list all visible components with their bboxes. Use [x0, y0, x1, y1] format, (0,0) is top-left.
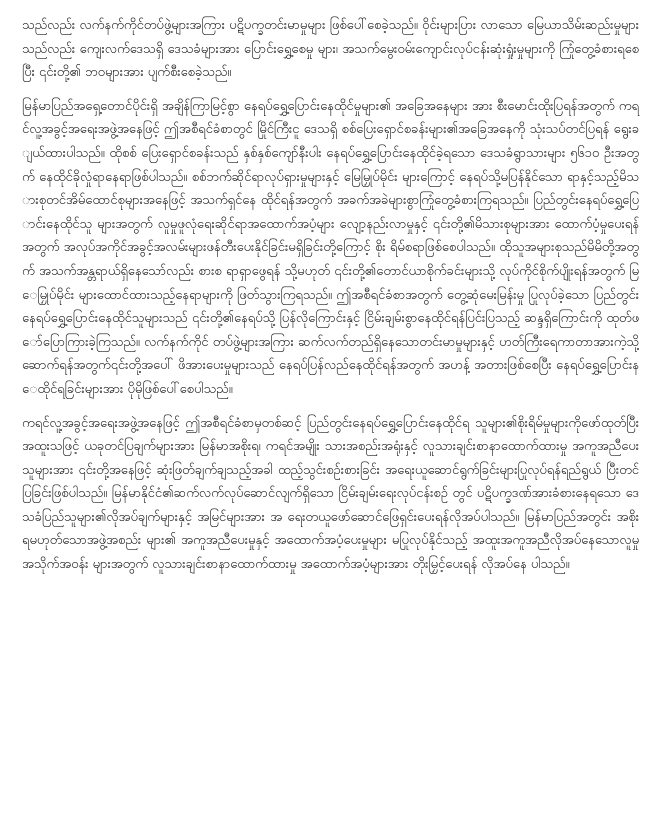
paragraph-3: ကရင်လူ့အခွင့်အရေးအဖွဲ့အနေဖြင့် ဤအစီရင်ခံစာမှတစ်ဆင့် ပြည်တွင်းနေရပ်ရွှေ့ပြောင်းနေထိုင်ရ သူများ၏စိုးရိမ်မှုများကိုဖော်ထုတ်ပြီး အထူးသဖြင့် ယခုတင်ပြချက်များအား မြန်မာအစိုးရ၊ ကရင်အမျိုး သားအစည်းအရုံးနှင့် လူသားချင်းစာနာထောက်ထားမှု အကူအညီပေးသူများအား ၎င်းတို့အနေဖြင့် ဆုံးဖြတ်ချက်ချသည့်အခါ ထည့်သွင်းစဉ်းစားခြင်း အရေးယူဆောင်ရွက်ခြင်းများပြုလုပ်ရန်ရည်ရွယ် ပြီးတင်ပြခြင်းဖြစ်ပါသည်။ မြန်မာနိုင်ငံ၏ဆက်လက်လုပ်ဆောင်လျက်ရှိသော ငြိမ်းချမ်းရေးလုပ်ငန်းစဉ် တွင် ပဋိပက္ခဒဏ်အားခံစားနေရသော ဒေသခံပြည်သူများ၏လိုအပ်ချက်များနှင့် အမြင်များအား အ ရေးတယူဖော်ဆောင်ဖြေရှင်းပေးရန်လိုအပ်ပါသည်။ မြန်မာပြည်အတွင်း အစိုးရမဟုတ်သောအဖွဲ့အစည်း များ၏ အကူအညီပေးမှုနှင့် အထောက်အပံ့ပေးမှုများ မပြုလုပ်နိုင်သည့် အထူးအကူအညီလိုအပ်နေသောလူမှုအသိုက်အဝန်း များအတွက် လူသားချင်းစာနာထောက်ထားမှု အထောက်အပံ့များအား တိုးမြှင့်ပေးရန် လိုအပ်နေ ပါသည်။ — [22, 415, 639, 573]
paragraph-1: သည်လည်း လက်နက်ကိုင်တပ်ဖွဲ့များအကြား ပဋိပက္ခတင်းမာမှုများ ဖြစ်ပေါ်စေခဲ့သည်။ ဝိုင်းများပြား လာသော မြေယာသိမ်းဆည်းမှုများသည်လည်း ကျေးလက်ဒေသရှိ ဒေသခံများအား ပြောင်းရွှေ့စေမှု များ၊ အသက်မွေးဝမ်းကျောင်းလုပ်ငန်းဆုံးရှုံးမှုများကို ကြုံတွေ့ခံစားရစေပြီး ၎င်းတို့၏ ဘဝများအား ပျက်စီးစေခဲ့သည်။ — [22, 18, 639, 81]
paragraph-2: မြန်မာပြည်အရှေ့တောင်ပိုင်းရှိ အချိန်ကြာမြင့်စွာ နေရပ်ရွှေ့ပြောင်းနေထိုင်မှုများ၏ အခြေအနေများ အား စီးမောင်းထိုးပြရန်အတွက် ကရင်လူ့အခွင့်အရေးအဖွဲ့အနေဖြင့် ဤအစီရင်ခံစာတွင် မြိုင်ကြီးငူ ဒေသရှိ စစ်ပြေးရှောင်စခန်းများ၏အခြေအနေကို သုံးသပ်တင်ပြရန် ရွေးချယ်ထားပါသည်။ ထိုစစ် ပြေးရှောင်စခန်းသည် နှစ်နှစ်ကျော်နီးပါး နေရပ်ရွှေ့ပြောင်းနေထိုင်ခဲ့ရသော ဒေသခံရွာသားများ ၅၆၁၀ ဦးအတွက် နေထိုင်ခိုလှုံရာနေရာဖြစ်ပါသည်။ စစ်ဘက်ဆိုင်ရာလုပ်ရှားမှုများနှင့် မြေမြှုပ်မိုင်း များကြောင့် နေရပ်သို့မပြန်နိုင်သော ရာနှင့်သည့်မိသားစုတင်အိမ်ထောင်စုများအနေဖြင့် အသက်ရှင်နေ ထိုင်ရန်အတွက် အခက်အခဲများစွာကြုံတွေ့ခံစားကြရသည်။ ပြည်တွင်းနေရပ်ရွှေ့ပြောင်းနေထိုင်သူ များအတွက် လူမှုဖူလုံရေးဆိုင်ရာအထောက်အပံ့များ လျော့နည်းလာမှုနှင့် ၎င်းတို့၏မိသားစုများအား ထောက်ပံ့မှုပေးရန်အတွက် အလုပ်အကိုင်အခွင့်အလမ်းများဖန်တီးပေးနိုင်ခြင်းမရှိခြင်းတို့ကြောင့် စိုး ရိမ်စရာဖြစ်စေပါသည်။ ထိုသူအများစုသည်မိမိတို့အတွက် အသက်အန္တရာယ်ရှိနေသော်လည်း စားစ ရာရှာဖွေရန် သို့မဟုတ် ၎င်းတို့၏တောင်ယာစိုက်ခင်းများသို့ လုပ်ကိုင်စိုက်ပျိုးရန်အတွက် မြေမြှုပ်မိုင်း များထောင်ထားသည့်နေရာများကို ဖြတ်သွားကြရသည်။ ဤအစီရင်ခံစာအတွက် တွေ့ဆုံမေးမြန်းမှု ပြုလုပ်ခဲ့သော ပြည်တွင်းနေရပ်ရွှေ့ပြောင်းနေထိုင်သူများသည် ၎င်းတို့၏နေရပ်သို့ ပြန်လိုကြောင်းနှင့် ငြိမ်းချမ်းစွာနေထိုင်ရန်ပြင်းပြသည့် ဆန္ဒရှိကြောင်းကို ထုတ်ဖော်ပြောကြားခဲ့ကြသည်။ လက်နက်ကိုင် တပ်ဖွဲ့များအကြား ဆက်လက်တည်ရှိနေသောတင်းမာမှုများနှင့် ဟတ်ကြီးရေကာတာအားကဲ့သို့ ဆောက်ရန်အတွက်၎င်းတို့အပေါ် ဖိအားပေးမှုများသည် နေရပ်ပြန်လည်နေထိုင်ရန်အတွက် အဟန့် အတားဖြစ်စေပြီး နေရပ်ရွှေ့ပြောင်းနေထိုင်ရခြင်းများအား ပိုမိုဖြစ်ပေါ်စေပါသည်။ — [22, 98, 639, 397]
